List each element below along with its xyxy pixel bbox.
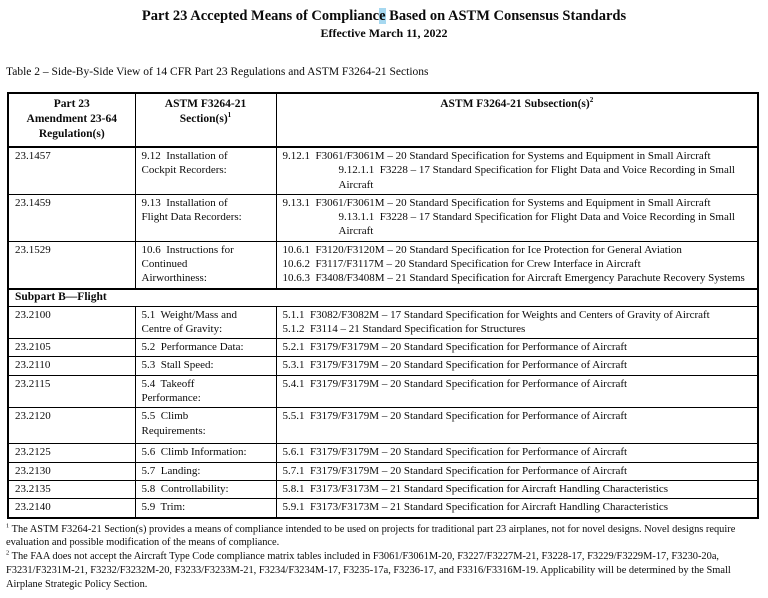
table-body — [8, 147, 758, 518]
table-row — [8, 462, 758, 480]
subsection-item: 5.4.1 F3179/F3179M – 20 Standard Specification for Performance of Aircraft — [282, 377, 628, 390]
regulation-cell: 23.2130 — [8, 462, 135, 480]
subsection-item: 5.1.2 F3114 – 21 Standard Specification for Structures — [282, 322, 526, 335]
section-line: 5.5 Climb — [141, 410, 189, 423]
footnote-2 — [6, 550, 763, 591]
subsection-cell — [276, 357, 758, 375]
subsection-item: 9.12.1.1 F3228 – 17 Standard Specification for Flight Data and Voice Recording in Small Aircraft — [338, 164, 735, 191]
subsection-item: 5.8.1 F3173/F3173M – 21 Standard Specification for Aircraft Handling Characteristics — [282, 482, 669, 495]
section-line: 5.2 Performance Data: — [141, 341, 244, 354]
section-line: Flight Data Recorders: — [141, 211, 242, 224]
section-cell — [135, 480, 276, 498]
col-header-line: Amendment 23-64 — [26, 113, 117, 126]
footnote-2-text: The FAA does not accept the Aircraft Type Code compliance matrix tables included in F3061/F3061M-20, F3227/F3227M-21, F3228-17, F3229/F3229M-17, F3230-20a, F3231/F3231M-21, F3232/F3232M-20, F3233/F3233M-21, F3234/F3234M-17, F3235-17a, F3236-17, and F3316/F3316M-19. Applicability will be determined by the Small Airplane Strategic Policy Section. — [6, 551, 731, 590]
regulation-cell: 23.1457 — [8, 147, 135, 194]
table-row — [8, 357, 758, 375]
regulation-cell: 23.2115 — [8, 375, 135, 408]
subsection-item: 5.1.1 F3082/F3082M – 17 Standard Specification for Weights and Centers of Gravity of Aircraft — [282, 308, 710, 321]
section-line: 9.12 Installation of — [141, 149, 228, 162]
section-line: Airworthiness: — [141, 272, 207, 285]
col-header-line: Regulation(s) — [38, 128, 105, 140]
subsection-item: 5.6.1 F3179/F3179M – 20 Standard Specification for Performance of Aircraft — [282, 446, 628, 459]
regulation-cell: 23.2120 — [8, 408, 135, 444]
col-header-astm-section — [135, 93, 276, 147]
subsection-item: 9.13.1 F3061/F3061M – 20 Standard Specification for Systems and Equipment in Small Aircraft — [282, 196, 711, 209]
section-line: 5.1 Weight/Mass and — [141, 308, 237, 321]
regulation-cell: 23.2125 — [8, 444, 135, 462]
footnote-1-text: The ASTM F3264-21 Section(s) provides a means of compliance intended to be used on projects for traditional part 23 airplanes, not for novel designs. Novel designs require evaluation and possible modification of the means of compliance. — [6, 523, 736, 549]
col-header-line: ASTM F3264-21 — [164, 98, 247, 111]
subsection-item: 5.7.1 F3179/F3179M – 20 Standard Specification for Performance of Aircraft — [282, 464, 628, 477]
section-cell — [135, 357, 276, 375]
subsection-cell — [276, 462, 758, 480]
section-line: 5.3 Stall Speed: — [141, 359, 214, 372]
table-row — [8, 480, 758, 498]
subsection-cell — [276, 194, 758, 241]
regulation-cell: 23.2100 — [8, 306, 135, 339]
footnote-1 — [6, 523, 763, 551]
footnote-ref-1: 1 — [227, 111, 232, 120]
table-row — [8, 147, 758, 194]
regulation-cell: 23.2140 — [8, 499, 135, 518]
regulation-cell: 23.2110 — [8, 357, 135, 375]
section-cell — [135, 147, 276, 194]
subsection-cell — [276, 499, 758, 518]
document-title — [5, 7, 763, 25]
section-line: Centre of Gravity: — [141, 322, 223, 335]
col-header-line: $Section(s)^1$ — [179, 111, 232, 126]
title-pre: Part 23 Accepted Means of Complianc — [141, 8, 380, 24]
section-cell — [135, 408, 276, 444]
table-row — [8, 499, 758, 518]
footnotes — [6, 523, 763, 592]
table-row — [8, 408, 758, 444]
subsection-cell — [276, 444, 758, 462]
subpart-label: Subpart B—Flight — [8, 289, 758, 306]
regulation-cell: 23.1529 — [8, 241, 135, 288]
section-line: Cockpit Recorders: — [141, 164, 227, 177]
subsection-cell — [276, 480, 758, 498]
section-cell — [135, 339, 276, 357]
regulation-cell: 23.2105 — [8, 339, 135, 357]
section-line: Performance: — [141, 392, 201, 405]
section-line: 5.8 Controllability: — [141, 482, 229, 495]
footnote-ref-2: 2 — [589, 96, 594, 105]
section-line: 5.4 Takeoff — [141, 377, 195, 390]
footnote-2-marker: 2 — [6, 549, 10, 557]
subsection-item: 10.6.2 F3117/F3117M – 20 Standard Specification for Crew Interface in Aircraft — [282, 258, 641, 271]
subsection-cell — [276, 408, 758, 444]
section-cell — [135, 462, 276, 480]
effective-date: Effective March 11, 2022 — [320, 26, 448, 41]
section-line: 5.9 Trim: — [141, 501, 186, 514]
subsection-item: 9.12.1 F3061/F3061M – 20 Standard Specification for Systems and Equipment in Small Aircraft — [282, 149, 711, 162]
subsection-item: 5.9.1 F3173/F3173M – 21 Standard Specification for Aircraft Handling Characteristics — [282, 501, 669, 514]
col-header-line: Part 23 — [53, 98, 90, 111]
subsection-cell — [276, 147, 758, 194]
section-cell — [135, 241, 276, 288]
table-row — [8, 339, 758, 357]
regulation-cell: 23.1459 — [8, 194, 135, 241]
section-line: 10.6 Instructions for — [141, 243, 234, 256]
section-cell — [135, 375, 276, 408]
table-row — [8, 375, 758, 408]
subsection-item: 5.2.1 F3179/F3179M – 20 Standard Specification for Performance of Aircraft — [282, 341, 628, 354]
col-header-line: ASTM F3264-21 $Subsection(s)^2$ — [440, 96, 594, 111]
col-header-regulations — [8, 93, 135, 147]
section-line: 5.6 Climb Information: — [141, 446, 247, 459]
table-row — [8, 444, 758, 462]
title-post: Based on ASTM Consensus Standards — [385, 8, 627, 24]
section-line: Continued — [141, 258, 188, 271]
subsection-cell — [276, 339, 758, 357]
table-row — [8, 306, 758, 339]
section-cell — [135, 194, 276, 241]
subsection-cell — [276, 306, 758, 339]
subsection-item: 9.13.1.1 F3228 – 17 Standard Specification for Flight Data and Voice Recording in Small Aircraft — [338, 211, 735, 238]
section-line: 5.7 Landing: — [141, 464, 201, 477]
table-row — [8, 241, 758, 288]
subsection-item: 10.6.3 F3408/F3408M – 21 Standard Specification for Aircraft Emergency Parachute Recovery Systems — [282, 272, 745, 285]
section-cell — [135, 306, 276, 339]
section-cell — [135, 499, 276, 518]
section-cell — [135, 444, 276, 462]
table-caption: Table 2 – Side-By-Side View of 14 CFR Part 23 Regulations and ASTM F3264-21 Sections — [6, 66, 429, 79]
subpart-header-row — [8, 289, 758, 306]
subsection-item: 5.5.1 F3179/F3179M – 20 Standard Specification for Performance of Aircraft — [282, 410, 628, 423]
table-row — [8, 194, 758, 241]
regulation-cell: 23.2135 — [8, 480, 135, 498]
subsection-item: 5.3.1 F3179/F3179M – 20 Standard Specification for Performance of Aircraft — [282, 359, 628, 372]
search-highlight: e — [379, 8, 386, 24]
col-header-astm-subsection — [276, 93, 758, 147]
subsection-cell — [276, 241, 758, 288]
section-line: Requirements: — [141, 424, 206, 437]
compliance-table — [7, 92, 759, 518]
footnote-1-marker: 1 — [6, 522, 10, 530]
subsection-cell — [276, 375, 758, 408]
table-header-row — [8, 93, 758, 147]
section-line: 9.13 Installation of — [141, 196, 228, 209]
subsection-item: 10.6.1 F3120/F3120M – 20 Standard Specification for Ice Protection for General Aviation — [282, 243, 682, 256]
